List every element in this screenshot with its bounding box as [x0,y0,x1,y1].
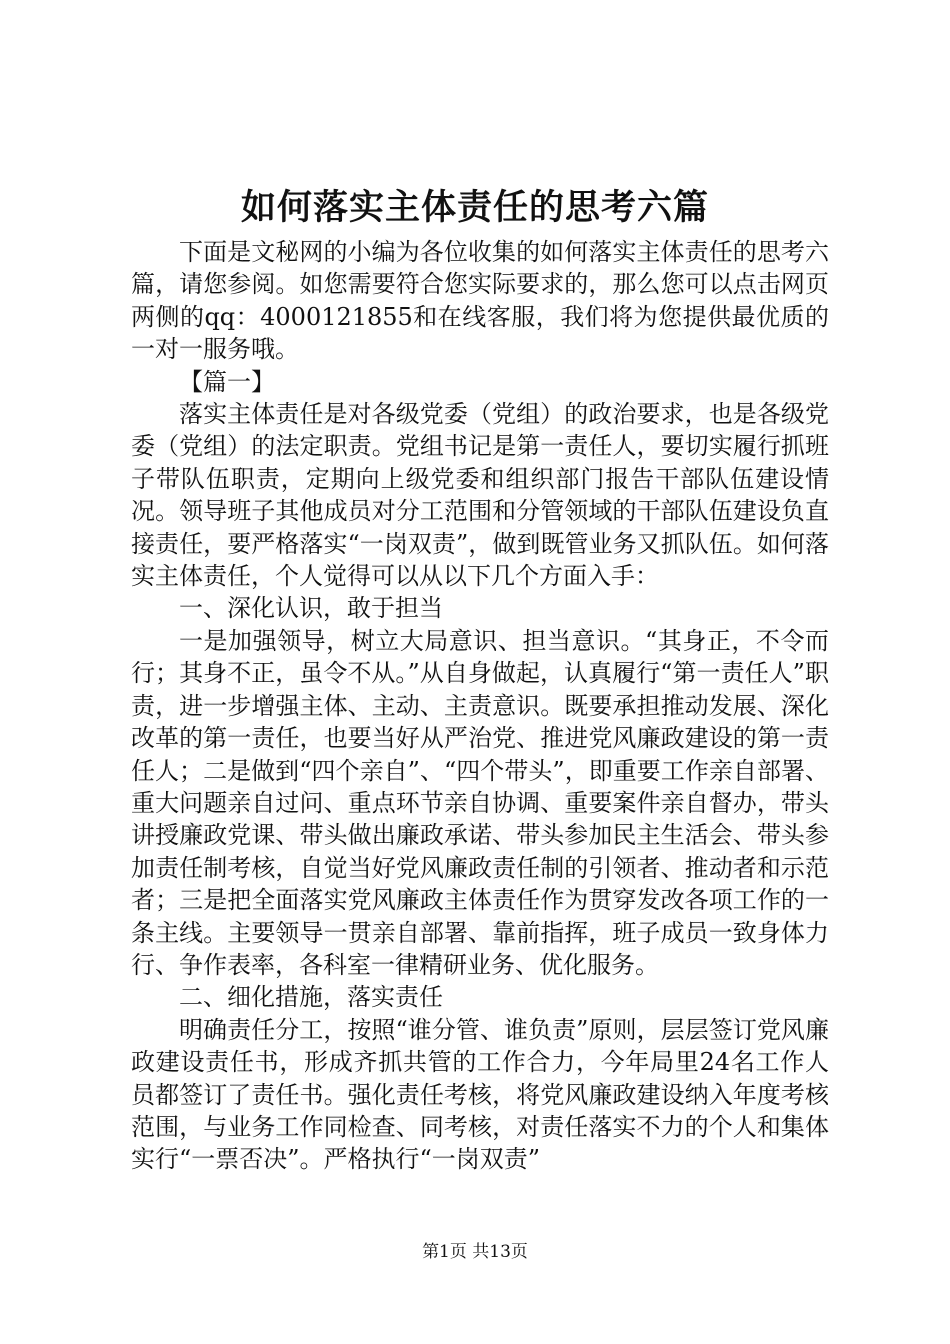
document-title: 如何落实主体责任的思考六篇 [240,187,709,228]
intro-paragraph: 下面是文秘网的小编为各位收集的如何落实主体责任的思考六篇，请您参阅。如您需要符合您实际要求的，那么您可以点击网页两侧的qq：4000121855和在线客服，我们将为您提供最优质的一对一服务哦。 [131,238,829,364]
subheading-1: 一、深化认识，敢于担当 [179,594,443,623]
section-heading-part-one: 【篇一】 [179,367,275,396]
page-number-footer: 第1页 共13页 [422,1242,528,1262]
body-paragraph: 一是加强领导，树立大局意识、担当意识。“其身正，不令而行；其身不正，虽令不从。”从自身做起，认真履行“第一责任人”职责，进一步增强主体、主动、主责意识。既要承担推动发展、深化改革的第一责任，也要当好从严治党、推进党风廉政建设的第一责任人；二是做到“四个亲自”、“四个带头”，即重要工作亲自部署、重大问题亲自过问、重点环节亲自协调、重要案件亲自督办，带头讲授廉政党课、带头做出廉政承诺、带头参加民主生活会、带头参加责任制考核，自觉当好党风廉政责任制的引领者、推动者和示范者；三是把全面落实党风廉政主体责任作为贯穿发改各项工作的一条主线。主要领导一贯亲自部署、靠前指挥，班子成员一致身体力行、争作表率，各科室一律精研业务、优化服务。 [131,626,829,979]
body-paragraph: 明确责任分工，按照“谁分管、谁负责”原则，层层签订党风廉政建设责任书，形成齐抓共管的工作合力，今年局里24名工作人员都签订了责任书。强化责任考核，将党风廉政建设纳入年度考核范围，与业务工作同检查、同考核，对责任落实不力的个人和集体实行“一票否决”。严格执行“一岗双责” [131,1015,829,1174]
document-body [131,236,829,1176]
body-paragraph: 落实主体责任是对各级党委（党组）的政治要求，也是各级党委（党组）的法定职责。党组书记是第一责任人，要切实履行抓班子带队伍职责，定期向上级党委和组织部门报告干部队伍建设情况。领导班子其他成员对分工范围和分管领域的干部队伍建设负直接责任，要严格落实“一岗双责”，做到既管业务又抓队伍。如何落实主体责任，个人觉得可以从以下几个方面入手： [131,400,829,591]
subheading-2: 二、细化措施，落实责任 [179,983,443,1012]
